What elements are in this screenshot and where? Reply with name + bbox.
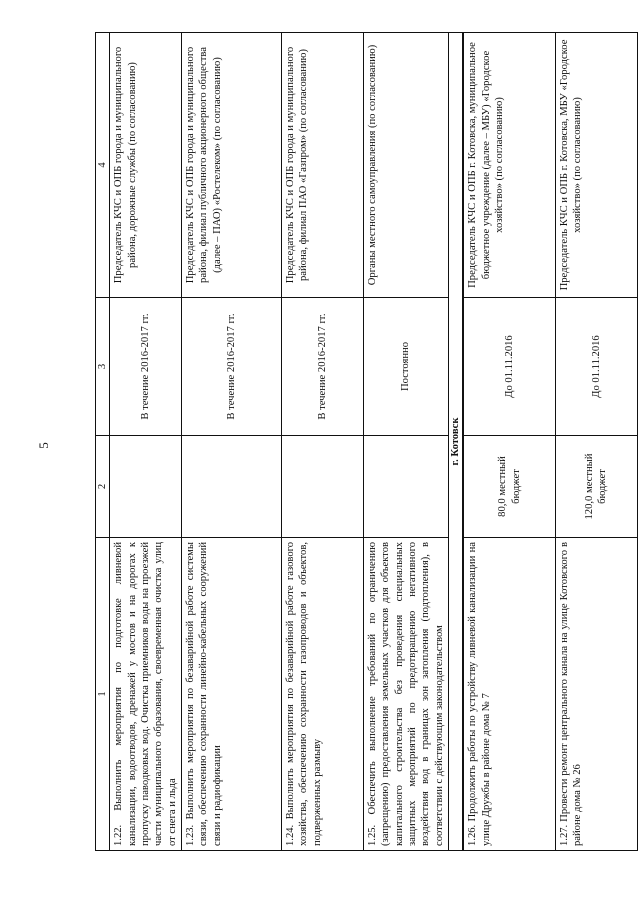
section-title: г. Котовск: [449, 33, 464, 851]
deadline-cell: В течение 2016-2017 гг.: [282, 298, 364, 436]
header-col-3: 3: [96, 298, 110, 436]
deadline-cell: В течение 2016-2017 гг.: [182, 298, 282, 436]
funding-cell: 80,0 местный бюджет: [463, 436, 555, 538]
table-row: [110, 33, 182, 851]
table-row: [364, 33, 449, 851]
task-cell: 1.22. Выполнить мероприятия по подготовке ливневой канализации, водоотводов, дренажей у мостов и на дорогах к пропуску паводковых вод. Очистка приемников воды на проезжей части муниципального образования, своевременная очистка улиц от снега и льда: [110, 538, 182, 851]
header-col-1: 1: [96, 538, 110, 851]
task-cell: 1.25. Обеспечить выполнение требований по ограничению (запрещению) предоставления земельных участков для объектов капитального строительства без проведения специальных защитных мероприятий по предотвращению негативного воздействия вод в границах зон затопления (подтопления), в соответствии с действующим законодательством: [364, 538, 449, 851]
header-col-2: 2: [96, 436, 110, 538]
table-row: [182, 33, 282, 851]
section-row: [449, 33, 464, 851]
funding-cell: [110, 436, 182, 538]
measures-table: [95, 32, 638, 851]
task-cell: 1.23. Выполнить мероприятия по безаварийной работе системы связи, обеспечению сохранности линейно-кабельных сооружений связи и радиофикации: [182, 538, 282, 851]
header-row: [96, 33, 110, 851]
table-row: [463, 33, 555, 851]
responsible-cell: Председатель КЧС и ОПБ города и муниципального района, дорожные службы (по согласованию): [110, 33, 182, 298]
task-cell: 1.26. Продолжить работы по устройству ливневой канализации на улице Дружбы в районе дома № 7: [463, 538, 555, 851]
funding-cell: 120,0 местный бюджет: [555, 436, 637, 538]
task-cell: 1.27. Провести ремонт центрального канала на улице Котовского в районе дома № 26: [555, 538, 637, 851]
funding-cell: [282, 436, 364, 538]
funding-cell: [364, 436, 449, 538]
table-wrapper: [95, 33, 621, 851]
responsible-cell: Председатель КЧС и ОПБ г. Котовска, МБУ «Городское хозяйство» (по согласованию): [555, 33, 637, 298]
table-row: [282, 33, 364, 851]
responsible-cell: Председатель КЧС и ОПБ города и муниципального района, филиал ПАО «Газпром» (по согласованию): [282, 33, 364, 298]
deadline-cell: Постоянно: [364, 298, 449, 436]
responsible-cell: Председатель КЧС и ОПБ г. Котовска, муниципальное бюджетное учреждение (далее – МБУ) «Городское хозяйство» (по согласованию): [463, 33, 555, 298]
deadline-cell: До 01.11.2016: [463, 298, 555, 436]
funding-cell: [182, 436, 282, 538]
deadline-cell: До 01.11.2016: [555, 298, 637, 436]
responsible-cell: Председатель КЧС и ОПБ города и муниципального района, филиал публичного акционерного общества (далее – ПАО) «Ростелеком» (по согласованию): [182, 33, 282, 298]
responsible-cell: Органы местного самоуправления (по согласованию): [364, 33, 449, 298]
task-cell: 1.24. Выполнить мероприятия по безаварийной работе газового хозяйства, обеспечению сохранности газопроводов и объектов, подверженных размыву: [282, 538, 364, 851]
rotated-table-container: [95, 33, 621, 851]
deadline-cell: В течение 2016-2017 гг.: [110, 298, 182, 436]
header-col-4: 4: [96, 33, 110, 298]
table-row: [555, 33, 637, 851]
page-number: 5: [35, 442, 51, 449]
